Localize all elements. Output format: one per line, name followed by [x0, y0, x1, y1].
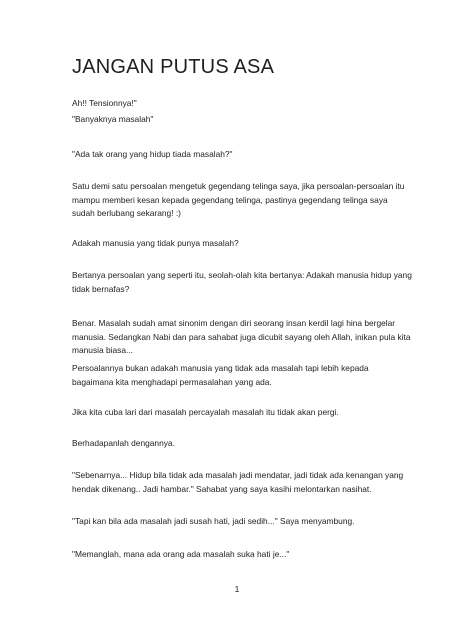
paragraph-4: Satu demi satu persoalan mengetuk gegendang telinga saya, jika persoalan-persoalan itu mampu memberi kesan kepada gegendang telinga, pastinya gegendang telinga saya sudah berlubang sekarang! :)	[72, 181, 405, 218]
paragraph-9: Jika kita cuba lari dari masalah percayalah masalah itu tidak akan pergi.	[72, 407, 339, 417]
paragraph-12: "Tapi kan bila ada masalah jadi susah hati, jadi sedih..." Saya menyambung.	[72, 516, 355, 526]
paragraph-13: "Memanglah, mana ada orang ada masalah suka hati je..."	[72, 549, 290, 559]
paragraph-5: Adakah manusia yang tidak punya masalah?	[72, 238, 239, 248]
paragraph-6: Bertanya persoalan yang seperti itu, seolah-olah kita bertanya: Adakah manusia hidup yang tidak bernafas?	[72, 270, 412, 294]
paragraph-3: "Ada tak orang yang hidup tiada masalah?"	[72, 149, 233, 159]
paragraph-2: "Banyaknya masalah"	[72, 114, 154, 124]
document-title: JANGAN PUTUS ASA	[72, 56, 275, 78]
paragraph-1: Ah!! Tensionnya!"	[72, 98, 137, 108]
paragraph-8: Persoalannya bukan adakah manusia yang tidak ada masalah tapi lebih kepada bagaimana kita menghadapi permasalahan yang ada.	[72, 363, 369, 387]
paragraph-7: Benar. Masalah sudah amat sinonim dengan diri seorang insan kerdil lagi hina bergelar manusia. Sedangkan Nabi dan para sahabat juga dicubit sayang oleh Allah, inikan pula kita manusia biasa...	[72, 318, 411, 355]
paragraph-10: Berhadapanlah dengannya.	[72, 438, 175, 448]
paragraph-11: "Sebenarnya... Hidup bila tidak ada masalah jadi mendatar, jadi tidak ada kenangan yang hendak dikenang.. Jadi hambar." Sahabat yang saya kasihi melontarkan nasihat.	[72, 470, 404, 494]
page-number: 1	[234, 584, 240, 594]
